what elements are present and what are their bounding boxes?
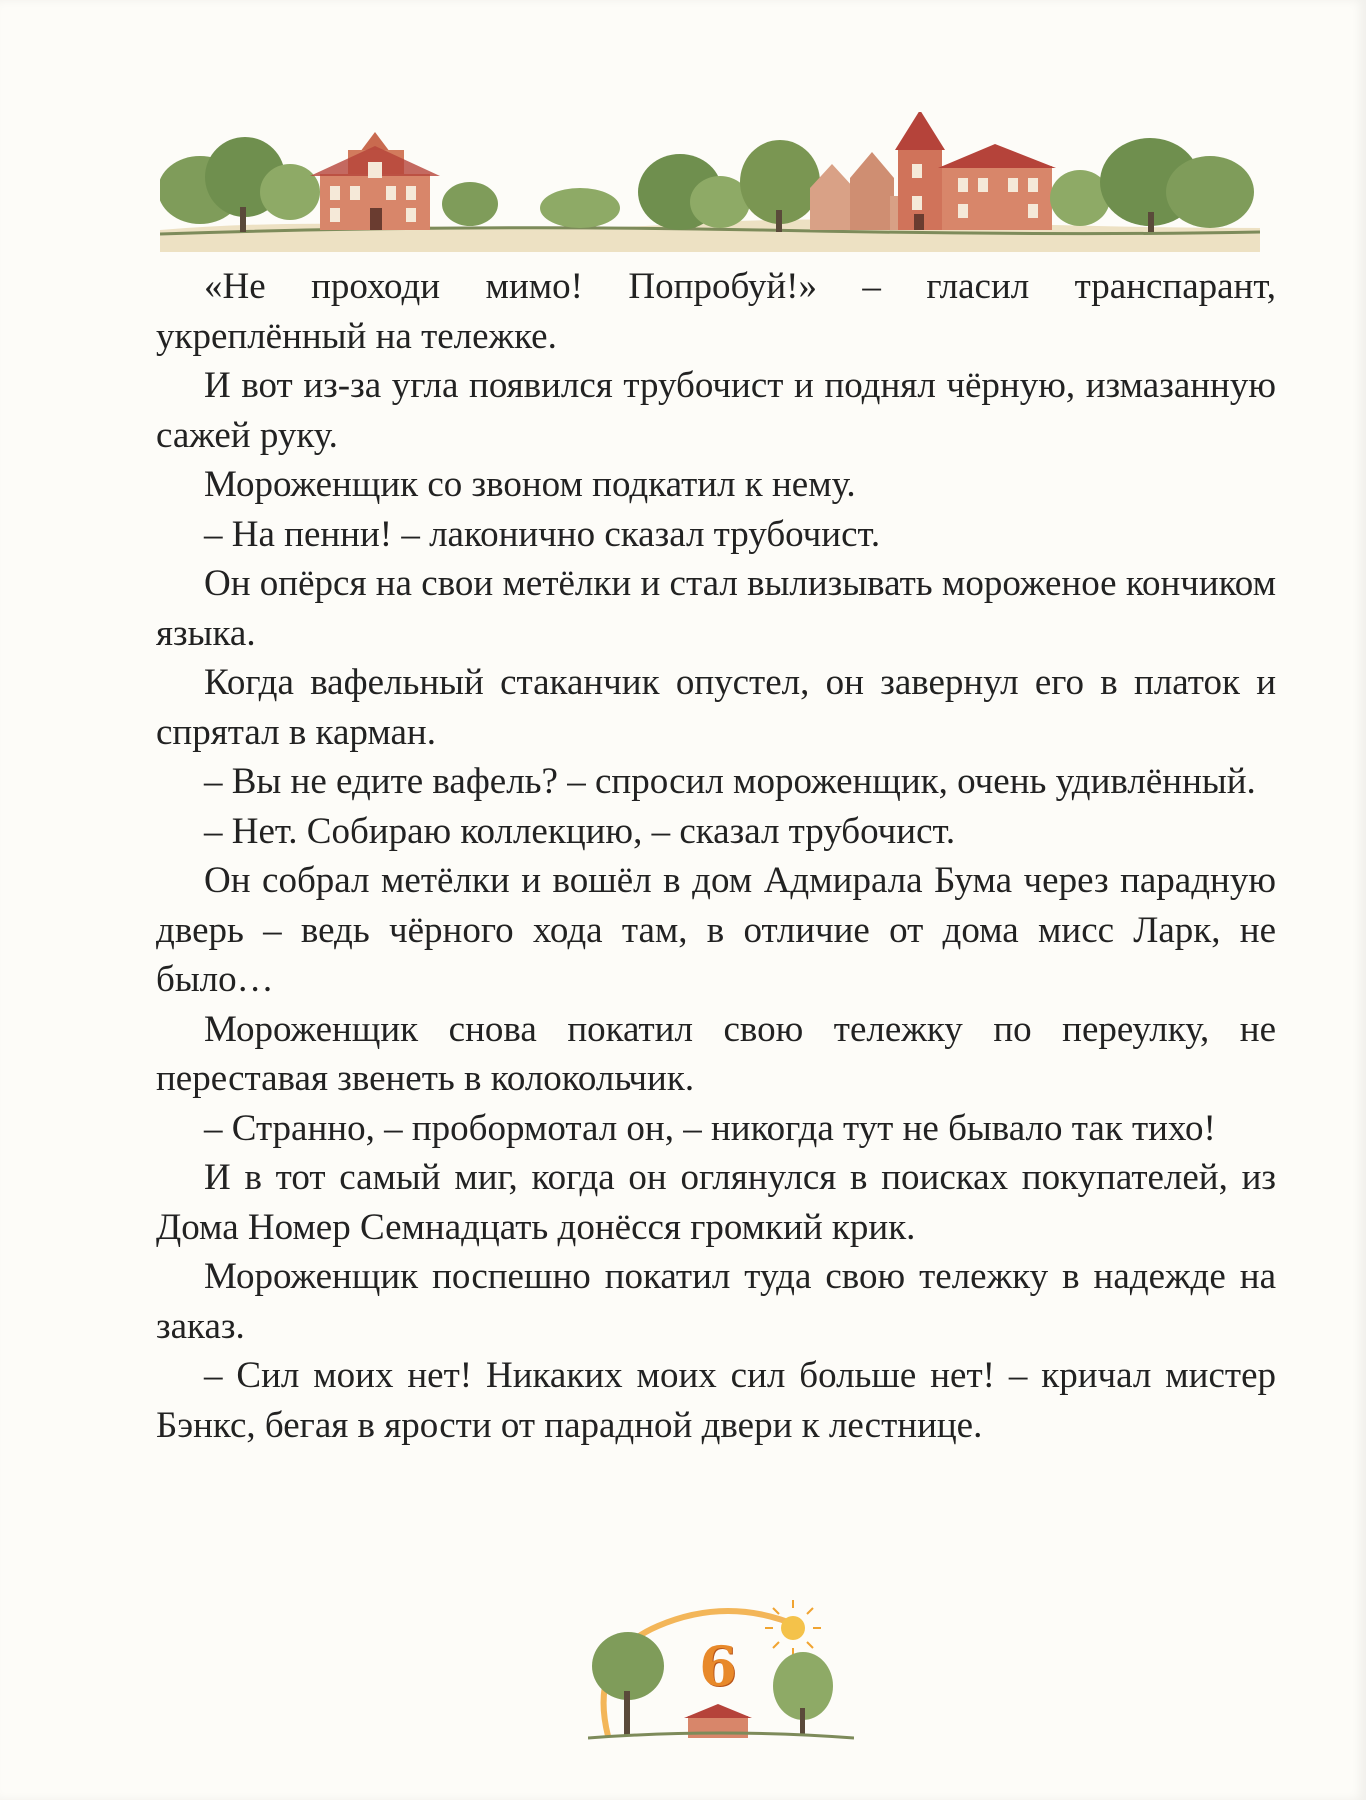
paragraph: Мороженщик со звоном подкатил к нему. xyxy=(204,464,856,505)
page-number: 6 xyxy=(699,1634,737,1698)
paragraph: – Странно, – пробормотал он, – никогда тут не бывало так тихо! xyxy=(204,1107,1216,1149)
paragraph: «Не проходи мимо! Попробуй!» – гласил транспарант, укреплённый на тележке. xyxy=(156,266,1276,357)
paragraph: Он опёрся на свои метёлки и стал вылизывать мороженое кончиком языка. xyxy=(156,563,1276,654)
right-house xyxy=(895,112,1056,230)
paragraph: – Нет. Собираю коллекцию, – сказал трубочист. xyxy=(204,810,956,852)
paragraph: И вот из-за угла появился трубочист и поднял чёрную, измазанную сажей руку. xyxy=(156,365,1276,456)
paragraph: Мороженщик снова покатил свою тележку по переулку, не переставая звенеть в колокольчик. xyxy=(156,1008,1276,1099)
sun-icon xyxy=(765,1600,821,1656)
paragraph: – На пенни! – лаконично сказал трубочист. xyxy=(204,513,881,555)
left-house xyxy=(310,132,440,230)
paragraph: И в тот самый миг, когда он оглянулся в поисках покупателей, из Дома Номер Семнадцать донёсся громкий крик. xyxy=(156,1157,1276,1248)
paragraph: – Вы не едите вафель? – спросил мороженщик, очень удивлённый. xyxy=(204,761,1256,802)
paragraph: Он собрал метёлки и вошёл в дом Адмирала Бума через парадную дверь – ведь чёрного хода там, в отличие от дома мисс Ларк, не было… xyxy=(156,860,1276,1000)
paragraph: – Сил моих нет! Никаких моих сил больше нет! – кричал мистер Бэнкс, бегая в ярости от парадной двери к лестнице. xyxy=(156,1355,1276,1446)
header-village-illustration xyxy=(160,112,1260,252)
paragraph: Мороженщик поспешно покатил туда свою тележку в надежде на заказ. xyxy=(156,1256,1276,1347)
paragraph: Когда вафельный стаканчик опустел, он завернул его в платок и спрятал в карман. xyxy=(156,662,1276,753)
story-text xyxy=(156,262,1276,1450)
